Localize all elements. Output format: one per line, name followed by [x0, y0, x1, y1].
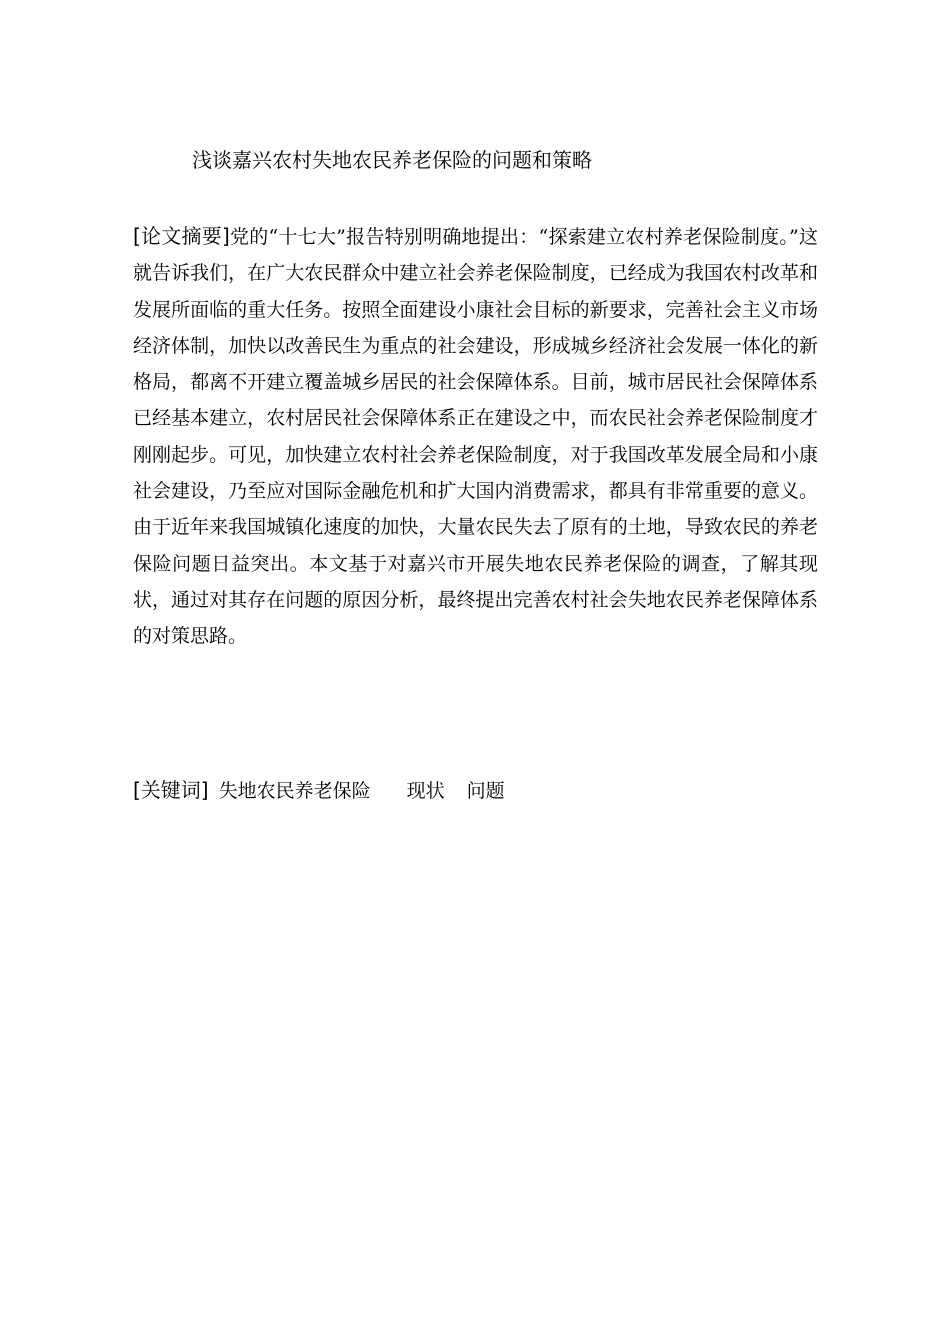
paper-title: 浅谈嘉兴农村失地农民养老保险的问题和策略: [192, 148, 592, 172]
abstract-paragraph: [133, 218, 818, 655]
keyword-item: 问题: [466, 780, 505, 802]
keywords-line: [133, 774, 505, 807]
keyword-item: 现状: [406, 780, 445, 802]
abstract-text: 党的“十七大”报告特别明确地提出：“探索建立农村养老保险制度。”这就告诉我们，在广大农民群众中建立社会养老保险制度，已经成为我国农村改革和发展所面临的重大任务。按照全面建设小康社会目标的新要求，完善社会主义市场经济体制，加快以改善民生为重点的社会建设，形成城乡经济社会发展一体化的新格局，都离不开建立覆盖城乡居民的社会保障体系。目前，城市居民社会保障体系已经基本建立，农村居民社会保障体系正在建设之中，而农民社会养老保险制度才刚刚起步。可见，加快建立农村社会养老保险制度，对于我国改革发展全局和小康社会建设，乃至应对国际金融危机和扩大国内消费需求，都具有非常重要的意义。由于近年来我国城镇化速度的加快，大量农民失去了原有的土地，导致农民的养老保险问题日益突出。本文基于对嘉兴市开展失地农民养老保险的调查，了解其现状，通过对其存在问题的原因分析，最终提出完善农村社会失地农民养老保障体系的对策思路。: [133, 226, 818, 648]
keywords-label: [关键词]: [133, 778, 209, 802]
abstract-label: [论文摘要]: [133, 224, 230, 248]
keyword-item: 失地农民养老保险: [218, 780, 371, 802]
